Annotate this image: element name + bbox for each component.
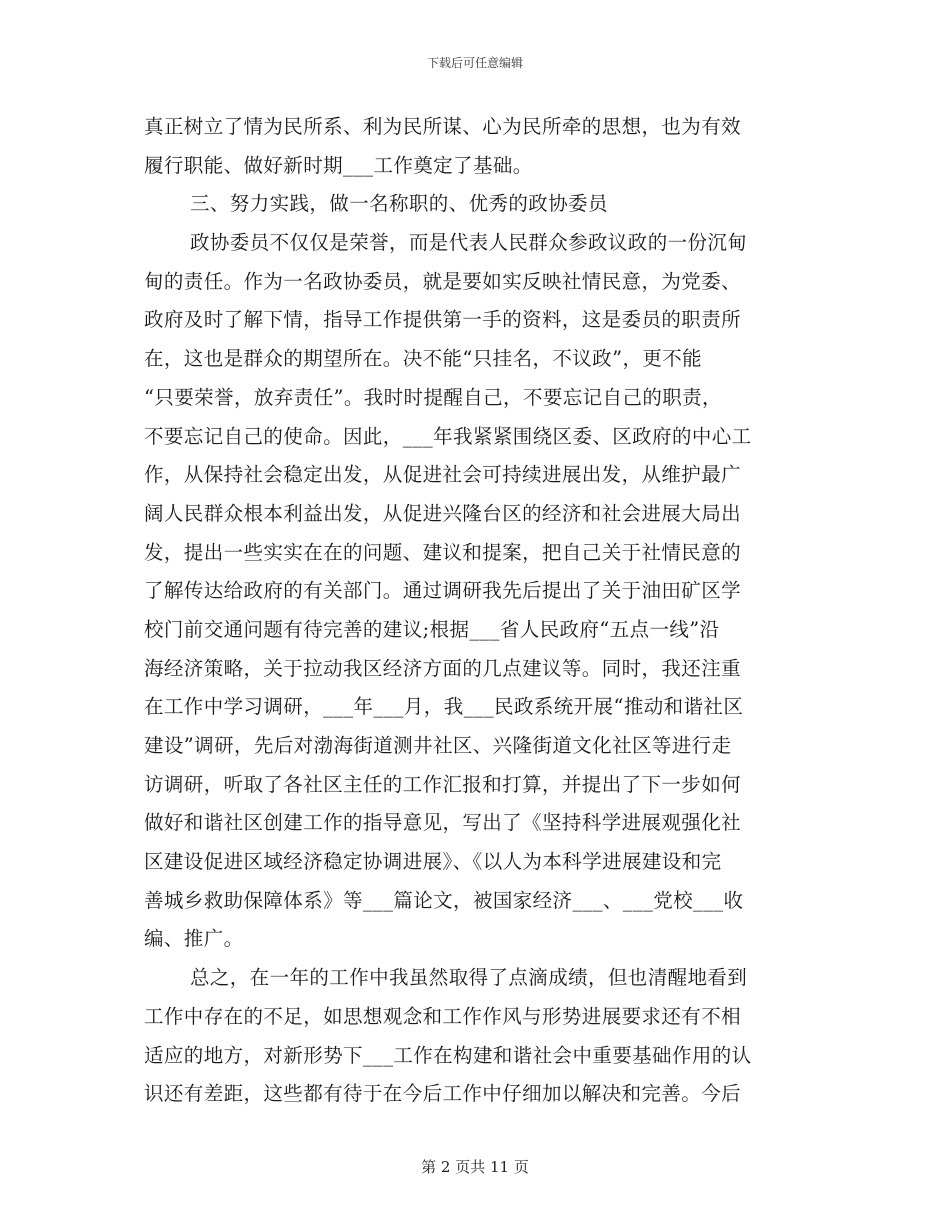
body-line: 在，这也是群众的期望所在。决不能“只挂名，不议政”，更不能 <box>144 347 703 371</box>
body-line: 区建设促进区域经济稳定协调进展》、《以人为本科学进展建设和完 <box>144 850 722 874</box>
body-line: 作，从保持社会稳定出发，从促进社会可持续进展出发，从维护最广 <box>144 463 742 487</box>
body-line: 了解传达给政府的有关部门。通过调研我先后提出了关于油田矿区学 <box>144 579 742 603</box>
body-line: 做好和谐社区创建工作的指导意见，写出了《坚持科学进展观强化社 <box>144 811 742 835</box>
body-line: 总之，在一年的工作中我虽然取得了点滴成绩，但也清醒地看到 <box>190 966 748 990</box>
body-line: 在工作中学习调研，___年___月，我___民政系统开展“推动和谐社区 <box>144 695 744 719</box>
body-line: 工作中存在的不足，如思想观念和工作作风与形势进展要求还有不相 <box>144 1004 742 1028</box>
body-line: 不要忘记自己的使命。因此，___年我紧紧围绕区委、区政府的中心工 <box>144 424 752 448</box>
body-line: 政协委员不仅仅是荣誉，而是代表人民群众参政议政的一份沉甸 <box>190 231 748 255</box>
body-line: 适应的地方，对新形势下___工作在构建和谐社会中重要基础作用的认 <box>144 1043 752 1067</box>
document-body <box>144 108 804 1114</box>
body-line: 阔人民群众根本利益出发，从促进兴隆台区的经济和社会进展大局出 <box>144 501 742 525</box>
section-heading: 三、努力实践，做一名称职的、优秀的政协委员 <box>190 192 608 216</box>
body-line: 建设”调研，先后对渤海街道测井社区、兴隆街道文化社区等进行走 <box>144 734 732 757</box>
body-line: 识还有差距，这些都有待于在今后工作中仔细加以解决和完善。今后 <box>144 1082 742 1106</box>
body-line: 真正树立了情为民所系、利为民所谋、心为民所牵的思想，也为有效 <box>144 115 742 138</box>
body-line: 履行职能、做好新时期___工作奠定了基础。 <box>144 153 533 177</box>
body-line: 善城乡救助保障体系》等___篇论文，被国家经济___、___党校___收 <box>144 888 744 912</box>
body-line: “只要荣誉，放弃责任”。我时时提醒自己，不要忘记自己的职责， <box>144 385 722 409</box>
page-header: 下载后可任意编辑 <box>426 56 523 70</box>
body-line: 甸的责任。作为一名政协委员，就是要如实反映社情民意，为党委、 <box>144 269 742 293</box>
body-line: 发，提出一些实实在在的问题、建议和提案，把自己关于社情民意的 <box>144 540 742 564</box>
page-footer: 第 2 页共 11 页 <box>421 1158 529 1176</box>
body-line: 海经济策略，关于拉动我区经济方面的几点建议等。同时，我还注重 <box>144 656 742 680</box>
body-line: 校门前交通问题有待完善的建议;根据___省人民政府“五点一线”沿 <box>144 617 720 641</box>
body-line: 政府及时了解下情，指导工作提供第一手的资料，这是委员的职责所 <box>144 308 742 332</box>
body-line: 访调研，听取了各社区主任的工作汇报和打算，并提出了下一步如何 <box>144 772 742 796</box>
body-line: 编、推广。 <box>144 927 244 951</box>
